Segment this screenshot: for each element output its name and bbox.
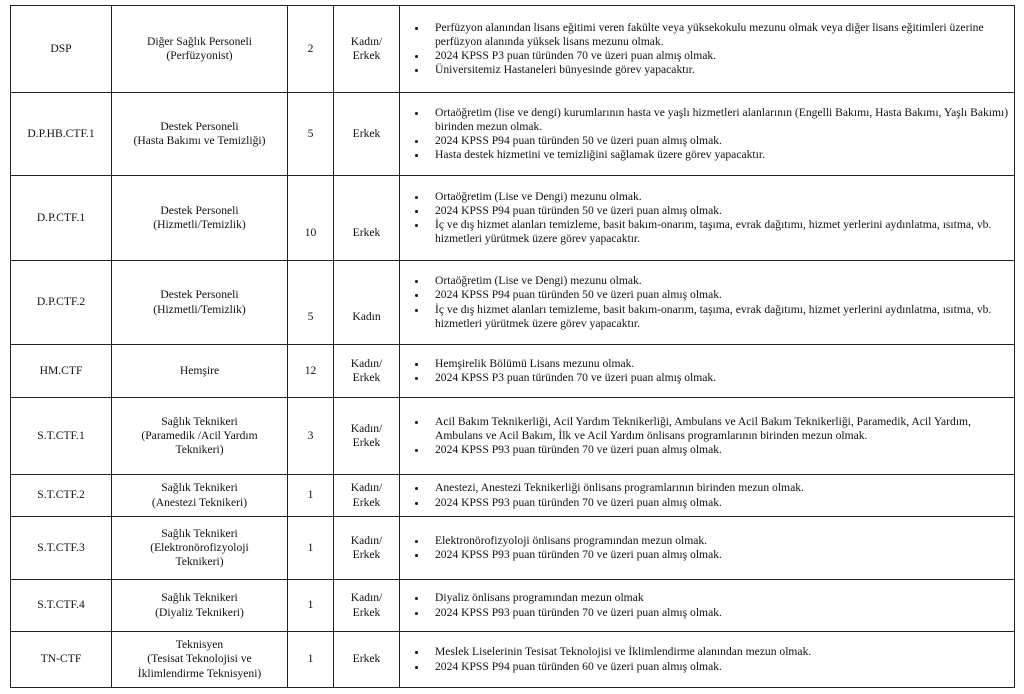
position-gender: Erkek bbox=[334, 93, 400, 176]
position-requirements bbox=[400, 345, 1015, 398]
requirement-item: • 2024 KPSS P94 puan türünden 60 ve üzeri puan almış olmak. bbox=[427, 660, 1010, 674]
position-requirements bbox=[400, 580, 1015, 632]
requirement-item: • Hasta destek hizmetini ve temizliğini sağlamak üzere görev yapacaktır. bbox=[427, 148, 1010, 162]
position-requirements bbox=[400, 632, 1015, 688]
requirements-list bbox=[404, 274, 1010, 331]
requirements-list bbox=[404, 415, 1010, 458]
table-row bbox=[11, 176, 1015, 261]
position-gender: Erkek bbox=[334, 176, 400, 261]
requirement-item: • Ortaöğretim (lise ve dengi) kurumlarının hasta ve yaşlı hizmetleri alanlarının (Engelli Bakımı, Hasta Bakımı, Yaşlı Bakımı) birinden mezun olmak. bbox=[427, 106, 1010, 134]
position-count: 10 bbox=[288, 176, 334, 261]
position-count: 1 bbox=[288, 517, 334, 580]
requirements-list bbox=[404, 591, 1010, 619]
position-code: D.P.HB.CTF.1 bbox=[11, 93, 112, 176]
requirement-item: • İç ve dış hizmet alanları temizleme, basit bakım-onarım, taşıma, evrak dağıtımı, hizmet yerlerini aydınlatma, ısıtma, vb. hizmetleri yürütmek üzere görev yapacaktır. bbox=[427, 303, 1010, 331]
requirements-list bbox=[404, 357, 1010, 385]
position-code: S.T.CTF.3 bbox=[11, 517, 112, 580]
requirement-item: • Ortaöğretim (Lise ve Dengi) mezunu olmak. bbox=[427, 274, 1010, 288]
position-gender: Kadın/ Erkek bbox=[334, 517, 400, 580]
position-title: Sağlık Teknikeri (Paramedik /Acil Yardım Teknikeri) bbox=[112, 398, 288, 475]
position-code: S.T.CTF.1 bbox=[11, 398, 112, 475]
requirement-item: • 2024 KPSS P93 puan türünden 70 ve üzeri puan almış olmak. bbox=[427, 443, 1010, 457]
position-title: Diğer Sağlık Personeli (Perfüzyonist) bbox=[112, 6, 288, 93]
position-count: 5 bbox=[288, 93, 334, 176]
requirement-item: • Anestezi, Anestezi Teknikerliği önlisans programlarının birinden mezun olmak. bbox=[427, 481, 1010, 495]
requirement-item: • Diyaliz önlisans programından mezun olmak bbox=[427, 591, 1010, 605]
position-count: 5 bbox=[288, 261, 334, 345]
position-gender: Erkek bbox=[334, 632, 400, 688]
position-requirements bbox=[400, 176, 1015, 261]
position-gender: Kadın/ Erkek bbox=[334, 398, 400, 475]
requirements-list bbox=[404, 190, 1010, 247]
requirement-item: • Meslek Liselerinin Tesisat Teknolojisi ve İklimlendirme alanından mezun olmak. bbox=[427, 645, 1010, 659]
requirement-item: • 2024 KPSS P3 puan türünden 70 ve üzeri puan almış olmak. bbox=[427, 49, 1010, 63]
position-requirements bbox=[400, 261, 1015, 345]
position-count: 12 bbox=[288, 345, 334, 398]
position-code: D.P.CTF.2 bbox=[11, 261, 112, 345]
requirements-list bbox=[404, 481, 1010, 509]
requirements-list bbox=[404, 106, 1010, 163]
position-count: 1 bbox=[288, 580, 334, 632]
position-title: Destek Personeli (Hizmetli/Temizlik) bbox=[112, 261, 288, 345]
requirements-list bbox=[404, 534, 1010, 562]
requirement-item: • 2024 KPSS P94 puan türünden 50 ve üzeri puan almış olmak. bbox=[427, 288, 1010, 302]
position-title: Hemşire bbox=[112, 345, 288, 398]
requirement-item: • Ortaöğretim (Lise ve Dengi) mezunu olmak. bbox=[427, 190, 1010, 204]
position-code: HM.CTF bbox=[11, 345, 112, 398]
position-code: TN-CTF bbox=[11, 632, 112, 688]
position-title: Sağlık Teknikeri (Elektronörofizyoloji Teknikeri) bbox=[112, 517, 288, 580]
position-requirements bbox=[400, 93, 1015, 176]
requirement-item: • 2024 KPSS P93 puan türünden 70 ve üzeri puan almış olmak. bbox=[427, 496, 1010, 510]
table-row bbox=[11, 580, 1015, 632]
table-row bbox=[11, 475, 1015, 517]
position-requirements bbox=[400, 398, 1015, 475]
position-code: D.P.CTF.1 bbox=[11, 176, 112, 261]
position-count: 2 bbox=[288, 6, 334, 93]
table-row bbox=[11, 517, 1015, 580]
position-title: Teknisyen (Tesisat Teknolojisi ve İklimlendirme Teknisyeni) bbox=[112, 632, 288, 688]
position-title: Sağlık Teknikeri (Diyaliz Teknikeri) bbox=[112, 580, 288, 632]
positions-table bbox=[10, 5, 1015, 688]
table-row bbox=[11, 93, 1015, 176]
requirement-item: • Perfüzyon alanından lisans eğitimi veren fakülte veya yüksekokulu mezunu olmak veya diğer lisans eğitimleri üzerine perfüzyon alanında yüksek lisans mezunu olmak. bbox=[427, 21, 1010, 49]
requirement-item: • 2024 KPSS P94 puan türünden 50 ve üzeri puan almış olmak. bbox=[427, 204, 1010, 218]
position-code: S.T.CTF.4 bbox=[11, 580, 112, 632]
position-requirements bbox=[400, 475, 1015, 517]
position-requirements bbox=[400, 6, 1015, 93]
position-title: Destek Personeli (Hizmetli/Temizlik) bbox=[112, 176, 288, 261]
position-count: 1 bbox=[288, 475, 334, 517]
position-count: 1 bbox=[288, 632, 334, 688]
requirement-item: • 2024 KPSS P94 puan türünden 50 ve üzeri puan almış olmak. bbox=[427, 134, 1010, 148]
table-row bbox=[11, 6, 1015, 93]
requirement-item: • Elektronörofizyoloji önlisans programından mezun olmak. bbox=[427, 534, 1010, 548]
position-requirements bbox=[400, 517, 1015, 580]
position-title: Sağlık Teknikeri (Anestezi Teknikeri) bbox=[112, 475, 288, 517]
position-code: DSP bbox=[11, 6, 112, 93]
requirement-item: • 2024 KPSS P93 puan türünden 70 ve üzeri puan almış olmak. bbox=[427, 548, 1010, 562]
position-gender: Kadın bbox=[334, 261, 400, 345]
requirement-item: • 2024 KPSS P93 puan türünden 70 ve üzeri puan almış olmak. bbox=[427, 606, 1010, 620]
requirement-item: • Üniversitemiz Hastaneleri bünyesinde görev yapacaktır. bbox=[427, 63, 1010, 77]
position-code: S.T.CTF.2 bbox=[11, 475, 112, 517]
position-gender: Kadın/ Erkek bbox=[334, 345, 400, 398]
position-gender: Kadın/ Erkek bbox=[334, 475, 400, 517]
requirement-item: • İç ve dış hizmet alanları temizleme, basit bakım-onarım, taşıma, evrak dağıtımı, hizmet yerlerini aydınlatma, ısıtma, vb. hizmetleri yürütmek üzere görev yapacaktır. bbox=[427, 218, 1010, 246]
position-title: Destek Personeli (Hasta Bakımı ve Temizliği) bbox=[112, 93, 288, 176]
position-gender: Kadın/ Erkek bbox=[334, 580, 400, 632]
positions-table-body bbox=[11, 6, 1015, 688]
table-row bbox=[11, 261, 1015, 345]
requirement-item: • 2024 KPSS P3 puan türünden 70 ve üzeri puan almış olmak. bbox=[427, 371, 1010, 385]
position-count: 3 bbox=[288, 398, 334, 475]
requirements-list bbox=[404, 645, 1010, 673]
requirements-list bbox=[404, 21, 1010, 78]
table-row bbox=[11, 398, 1015, 475]
table-row bbox=[11, 632, 1015, 688]
position-gender: Kadın/ Erkek bbox=[334, 6, 400, 93]
requirement-item: • Acil Bakım Teknikerliği, Acil Yardım Teknikerliği, Ambulans ve Acil Bakım Teknikerliği, Paramedik, Acil Yardım, Ambulans ve Acil Bakım, İlk ve Acil Yardım önlisans programlarının birinden mezun olmak. bbox=[427, 415, 1010, 443]
table-row bbox=[11, 345, 1015, 398]
requirement-item: • Hemşirelik Bölümü Lisans mezunu olmak. bbox=[427, 357, 1010, 371]
